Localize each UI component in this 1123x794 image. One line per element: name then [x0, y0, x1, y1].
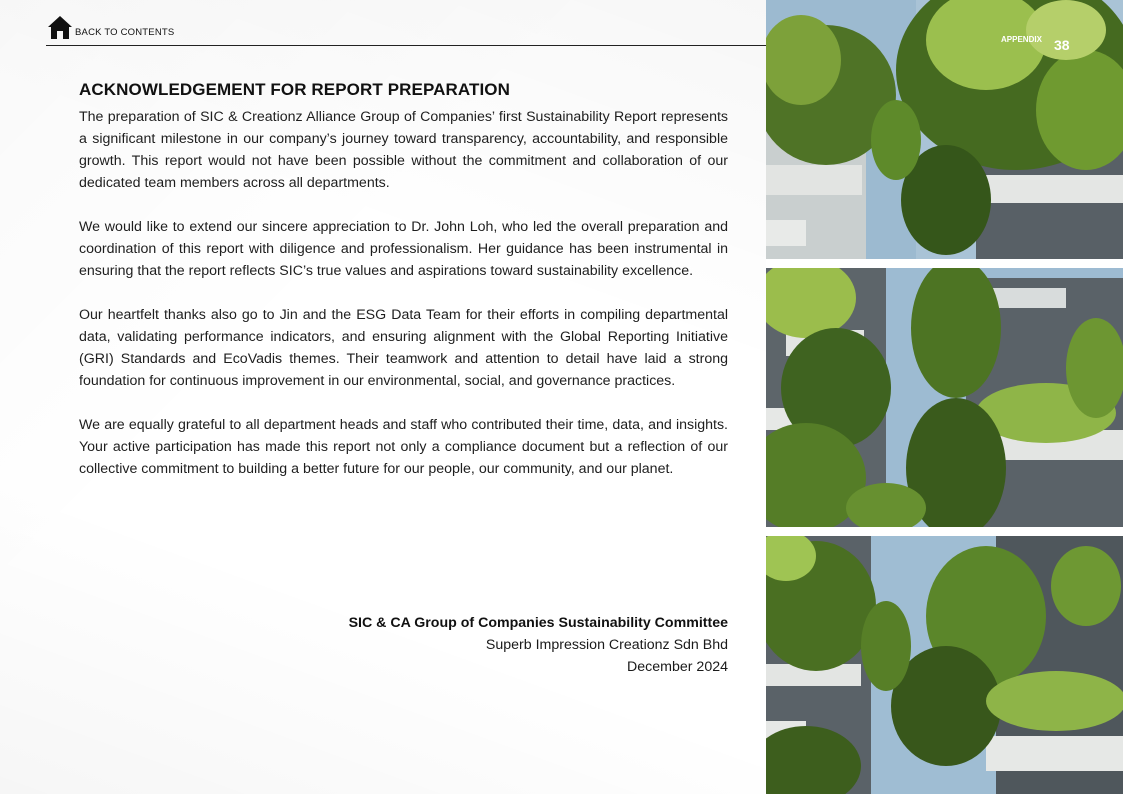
acknowledgement-article: [79, 80, 728, 502]
signoff-company: Superb Impression Creationz Sdn Bhd: [485, 637, 728, 653]
vertical-forest-photo-middle: [766, 268, 1123, 527]
back-to-contents-label[interactable]: BACK TO CONTENTS: [75, 27, 175, 38]
paragraph: We are equally grateful to all department heads and staff who contributed their time, data, and insights. Your active participation has made this report not only a compliance document but a reflection of our collective commitment to building a better future for our people, our community, and our planet.: [79, 417, 728, 477]
paragraph: The preparation of SIC & Creationz Alliance Group of Companies’ first Sustainability Report represents a significant milestone in our company’s journey toward transparency, accountability, and responsible growth. This report would not have been possible without the commitment and collaboration of our dedicated team members across all departments.: [79, 109, 728, 191]
paragraph: Our heartfelt thanks also go to Jin and the ESG Data Team for their efforts in compiling departmental data, validating performance indicators, and ensuring alignment with the Global Reporting Initiative (GRI) Standards and EcoVadis themes. Their teamwork and attention to detail have laid a strong foundation for continuous improvement in our environmental, social, and governance practices.: [79, 307, 728, 389]
signoff-date: December 2024: [627, 659, 728, 675]
page-number: 38: [1054, 37, 1070, 53]
back-to-contents-link[interactable]: [46, 14, 174, 40]
page-title: ACKNOWLEDGEMENT FOR REPORT PREPARATION: [79, 80, 510, 99]
vertical-forest-photo-bottom: [766, 536, 1123, 794]
section-tag: APPENDIX: [1001, 35, 1042, 44]
home-icon[interactable]: [46, 14, 74, 40]
paragraph: We would like to extend our sincere appreciation to Dr. John Loh, who led the overall preparation and coordination of this report with diligence and professionalism. Her guidance has been instrumental in ensuring that the report reflects SIC’s true values and aspirations toward sustainability excellence.: [79, 219, 728, 279]
signoff-committee: SIC & CA Group of Companies Sustainability Committee: [348, 615, 728, 631]
signoff-block: [349, 612, 728, 678]
